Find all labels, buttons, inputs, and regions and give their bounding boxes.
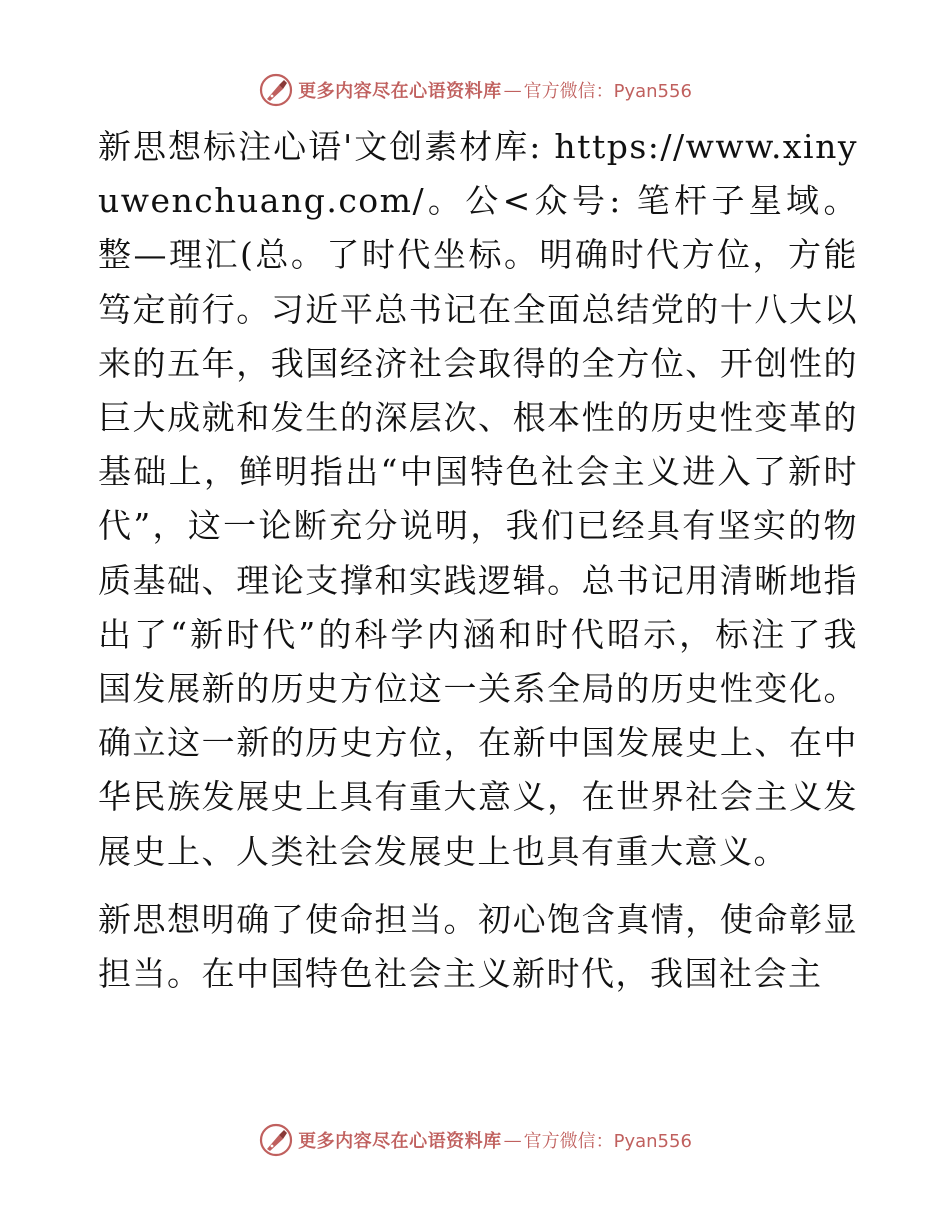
banner-title: 更多内容尽在心语资料库 (298, 81, 502, 102)
paragraph-2: 新思想明确了使命担当。初心饱含真情，使命彰显担当。在中国特色社会主义新时代，我国社会主 (98, 899, 858, 994)
document-body (98, 120, 858, 1001)
pen-nib-logo-icon (258, 1122, 294, 1158)
banner-dash: — (503, 1129, 522, 1151)
banner-wechat: 官方微信：Pyan556 (523, 1131, 692, 1152)
banner-dash: — (503, 79, 522, 101)
banner-title: 更多内容尽在心语资料库 (298, 1131, 502, 1152)
footer-banner (0, 1120, 950, 1160)
pen-nib-logo-icon (258, 72, 294, 108)
header-banner (0, 70, 950, 110)
paragraph-1: 新思想标注心语'文创素材库: https://www.xinyuwenchuang.com/。公<众号: 笔杆子星域。整—理汇(总。了时代坐标。明确时代方位，方能笃定前行。习近平总书记在全面总结党的十八大以来的五年，我国经济社会取得的全方位、开创性的巨大成就和发生的深层次、根本性的历史性变革的基础上，鲜明指出“中国特色社会主义进入了新时代”，这一论断充分说明，我们已经具有坚实的物质基础、理论支撑和实践逻辑。总书记用清晰地指出了“新时代”的科学内涵和时代昭示，标注了我国发展新的历史方位这一关系全局的历史性变化。确立这一新的历史方位，在新中国发展史上、在中华民族发展史上具有重大意义，在世界社会主义发展史上、人类社会发展史上也具有重大意义。 (98, 127, 858, 871)
banner-wechat: 官方微信：Pyan556 (523, 81, 692, 102)
